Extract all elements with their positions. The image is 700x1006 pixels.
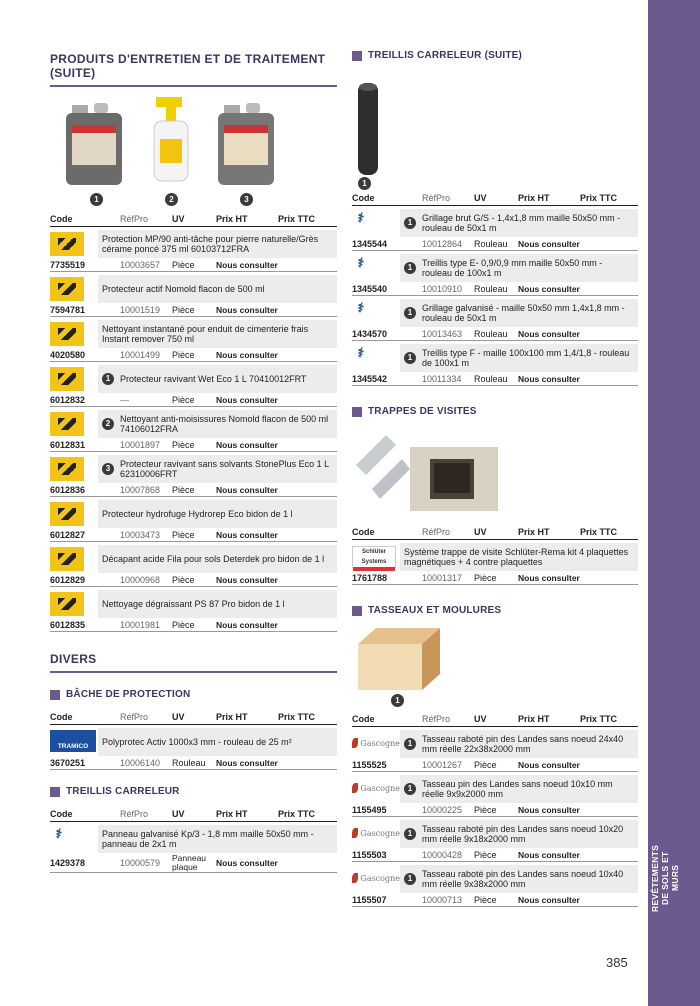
product-description: Treillis type E- 0,9/0,9 mm maille 50x50 mm - rouleau de 100x1 m bbox=[422, 257, 603, 278]
fila-logo bbox=[50, 230, 98, 258]
product-price: Nous consulter bbox=[518, 894, 580, 905]
product-price: Nous consulter bbox=[518, 804, 580, 815]
product-row bbox=[352, 543, 638, 571]
image-ref-badge: 1 bbox=[404, 307, 416, 319]
product-item bbox=[352, 730, 638, 772]
product-row bbox=[352, 865, 638, 893]
product-code: 6012831 bbox=[50, 439, 86, 450]
product-codes-row bbox=[352, 803, 638, 817]
fila-logo bbox=[50, 455, 98, 483]
product-item bbox=[352, 254, 638, 296]
product-code: 1155503 bbox=[352, 849, 387, 860]
product-unit: Rouleau bbox=[474, 238, 508, 249]
product-code: 1761788 bbox=[352, 572, 388, 583]
bullet-square-icon bbox=[352, 407, 362, 417]
subsection-title-bache: BÂCHE DE PROTECTION bbox=[50, 689, 337, 700]
product-ref: 10001981 bbox=[120, 619, 161, 630]
bullet-square-icon bbox=[50, 690, 60, 700]
product-code: 6012829 bbox=[50, 574, 86, 585]
product-row bbox=[352, 730, 638, 758]
product-price: Nous consulter bbox=[216, 394, 278, 405]
product-code: 7594781 bbox=[50, 304, 86, 315]
subsection-title-treillis: TREILLIS CARRELEUR bbox=[50, 786, 337, 797]
product-description-box bbox=[98, 728, 337, 756]
product-description-box bbox=[98, 230, 337, 258]
tramico-logo bbox=[50, 728, 98, 756]
image-ref-badge: 1 bbox=[404, 262, 416, 274]
product-ref: 10006140 bbox=[120, 757, 161, 768]
product-price: Nous consulter bbox=[216, 757, 278, 768]
product-unit: Pièce bbox=[474, 759, 497, 770]
product-ref: 10003473 bbox=[120, 529, 161, 540]
bache-product-list bbox=[50, 728, 337, 770]
product-ref: 10007868 bbox=[120, 484, 161, 495]
sidebar-label: REVÊTEMENTS DE SOLS ET MURS bbox=[650, 844, 680, 912]
table-header: Code RéfPro UV Prix HT Prix TTC bbox=[352, 712, 638, 727]
product-code: 1345540 bbox=[352, 283, 388, 294]
right-column bbox=[352, 50, 638, 907]
product-price: Nous consulter bbox=[216, 857, 278, 868]
product-codes-row bbox=[50, 853, 337, 873]
image-ref-badge: 1 bbox=[404, 217, 416, 229]
product-unit: Pièce bbox=[474, 849, 497, 860]
fila-logo-mark bbox=[50, 592, 84, 616]
product-ref: 10001519 bbox=[120, 304, 161, 315]
product-description-box bbox=[400, 865, 638, 893]
image-ref-badge: 2 bbox=[102, 418, 114, 430]
product-item bbox=[50, 410, 337, 452]
product-code: 4020580 bbox=[50, 349, 86, 360]
fila-logo-mark bbox=[50, 502, 84, 526]
product-item bbox=[50, 275, 337, 317]
product-price: Nous consulter bbox=[216, 259, 278, 270]
product-code: 6012835 bbox=[50, 619, 86, 630]
mesh-roll-image bbox=[357, 81, 379, 177]
gascogne-logo bbox=[352, 865, 400, 893]
table-header: Code RéfPro UV Prix HT Prix TTC bbox=[352, 525, 638, 540]
bottle-image-3 bbox=[216, 101, 276, 186]
product-description-box bbox=[98, 455, 337, 483]
bottle-image-1 bbox=[64, 101, 124, 186]
ks-logo bbox=[352, 209, 400, 237]
bullet-square-icon bbox=[352, 51, 362, 61]
product-code: 6012836 bbox=[50, 484, 86, 495]
ks-logo bbox=[352, 299, 400, 327]
product-codes-row bbox=[50, 393, 337, 407]
product-price: Nous consulter bbox=[518, 283, 580, 294]
image-number: 1 bbox=[358, 177, 371, 190]
product-unit: Pièce bbox=[474, 894, 497, 905]
fila-logo bbox=[50, 545, 98, 573]
trappe-plates-image bbox=[352, 425, 500, 521]
product-codes-row bbox=[352, 237, 638, 251]
ks-logo bbox=[50, 825, 98, 853]
product-ref: 10000225 bbox=[422, 804, 463, 815]
product-code: 7735519 bbox=[50, 259, 86, 270]
product-description-box bbox=[98, 275, 337, 303]
logo-text: Gascogne bbox=[360, 738, 400, 748]
treillis-product-list bbox=[50, 825, 337, 873]
section-title-divers: DIVERS bbox=[50, 652, 337, 673]
entretien-product-images bbox=[50, 93, 337, 208]
image-number: 2 bbox=[165, 193, 178, 206]
product-codes-row bbox=[50, 303, 337, 317]
product-codes-row bbox=[352, 848, 638, 862]
product-row bbox=[352, 344, 638, 372]
product-row bbox=[352, 254, 638, 282]
product-code: 1155525 bbox=[352, 759, 387, 770]
product-codes-row bbox=[50, 438, 337, 452]
product-item bbox=[50, 455, 337, 497]
fila-logo-mark bbox=[50, 322, 84, 346]
product-price: Nous consulter bbox=[518, 328, 580, 339]
fila-logo bbox=[50, 500, 98, 528]
tasseaux-product-list bbox=[352, 730, 638, 907]
product-unit: Rouleau bbox=[474, 373, 508, 384]
product-description: Tasseau pin des Landes sans noeud 10x10 mm réelle 9x9x2000 mm bbox=[422, 778, 613, 799]
product-item bbox=[352, 299, 638, 341]
product-price: Nous consulter bbox=[216, 484, 278, 495]
product-row bbox=[50, 590, 337, 618]
fila-logo bbox=[50, 410, 98, 438]
product-item bbox=[50, 365, 337, 407]
gascogne-logo bbox=[352, 820, 400, 848]
product-description: Système trappe de visite Schlüter-Rema kit 4 plaquettes magnétiques + 4 contre plaquettes bbox=[404, 546, 629, 567]
logo-bar bbox=[353, 567, 395, 571]
fila-logo-mark bbox=[50, 367, 84, 391]
product-unit: Rouleau bbox=[474, 328, 508, 339]
fila-logo-mark bbox=[50, 232, 84, 256]
product-description-box bbox=[400, 209, 638, 237]
product-description-box bbox=[98, 590, 337, 618]
product-ref: 10012864 bbox=[422, 238, 463, 249]
product-code: 1155507 bbox=[352, 894, 387, 905]
product-unit: Pièce bbox=[172, 574, 195, 585]
leaf-icon bbox=[352, 873, 358, 883]
logo-text: TRAMICO bbox=[50, 730, 96, 752]
product-description-box bbox=[400, 820, 638, 848]
product-description: Protecteur actif Nomold flacon de 500 ml bbox=[102, 283, 265, 294]
product-description-box bbox=[400, 730, 638, 758]
product-description-box bbox=[98, 545, 337, 573]
product-codes-row bbox=[50, 573, 337, 587]
product-unit: Pièce bbox=[474, 804, 497, 815]
product-price: Nous consulter bbox=[216, 439, 278, 450]
ks-logo-mark: ⚕ bbox=[54, 827, 62, 842]
product-codes-row bbox=[50, 618, 337, 632]
product-codes-row bbox=[352, 893, 638, 907]
fila-logo-mark bbox=[50, 277, 84, 301]
product-item bbox=[352, 344, 638, 386]
product-ref: 10013463 bbox=[422, 328, 463, 339]
product-row bbox=[50, 825, 337, 853]
product-codes-row bbox=[352, 372, 638, 386]
product-description: Nettoyage dégraissant PS 87 Pro bidon de 1 l bbox=[102, 598, 285, 609]
trappes-product-list bbox=[352, 543, 638, 585]
product-row bbox=[50, 230, 337, 258]
product-description: Protecteur hydrofuge Hydrorep Eco bidon de 1 l bbox=[102, 508, 293, 519]
product-description-box bbox=[400, 254, 638, 282]
fila-logo bbox=[50, 590, 98, 618]
product-row bbox=[50, 500, 337, 528]
product-unit: Pièce bbox=[172, 349, 195, 360]
product-codes-row bbox=[50, 528, 337, 542]
left-column bbox=[50, 52, 337, 873]
product-description: Panneau galvanisé Kp/3 - 1,8 mm maille 50x50 mm - panneau de 2x1 m bbox=[102, 828, 314, 849]
ks-logo-mark: ⚕ bbox=[356, 211, 364, 226]
leaf-icon bbox=[352, 828, 358, 838]
image-ref-badge: 1 bbox=[404, 873, 416, 885]
product-ref: 10001267 bbox=[422, 759, 463, 770]
product-unit: Pièce bbox=[172, 484, 195, 495]
entretien-product-list bbox=[50, 230, 337, 632]
treillis-roll-image bbox=[352, 61, 638, 191]
product-description-box bbox=[400, 775, 638, 803]
product-codes-row bbox=[50, 348, 337, 362]
product-ref: 10000713 bbox=[422, 894, 463, 905]
product-description: Polyprotec Activ 1000x3 mm - rouleau de 25 m² bbox=[102, 736, 292, 747]
product-item bbox=[352, 775, 638, 817]
product-ref: 10000428 bbox=[422, 849, 463, 860]
product-item bbox=[50, 728, 337, 770]
product-item bbox=[352, 543, 638, 585]
ks-logo bbox=[352, 344, 400, 372]
product-codes-row bbox=[352, 282, 638, 296]
product-code: 1429378 bbox=[50, 857, 86, 868]
logo-text: Schlüter Systems bbox=[361, 549, 387, 565]
product-row bbox=[352, 775, 638, 803]
product-description: Grillage brut G/S - 1,4x1,8 mm maille 50x50 mm - rouleau de 50x1 m bbox=[422, 212, 621, 233]
image-ref-badge: 1 bbox=[404, 738, 416, 750]
product-description-box bbox=[400, 543, 638, 571]
product-row bbox=[50, 365, 337, 393]
product-item bbox=[352, 209, 638, 251]
table-header: Code RéfPro UV Prix HT Prix TTC bbox=[50, 710, 337, 725]
product-price: Nous consulter bbox=[518, 759, 580, 770]
bullet-square-icon bbox=[352, 606, 362, 616]
product-description-box bbox=[98, 365, 337, 393]
product-row bbox=[352, 299, 638, 327]
product-unit: Pièce bbox=[172, 304, 195, 315]
product-description: Tasseau raboté pin des Landes sans noeud 10x20 mm réelle 9x18x2000 mm bbox=[422, 823, 624, 844]
product-description-box bbox=[98, 825, 337, 853]
ks-logo-mark: ⚕ bbox=[356, 256, 364, 271]
product-description: Décapant acide Fila pour sols Deterdek pro bidon de 1 l bbox=[102, 553, 325, 564]
product-row bbox=[352, 820, 638, 848]
image-ref-badge: 1 bbox=[404, 828, 416, 840]
fila-logo-mark bbox=[50, 412, 84, 436]
product-description-box bbox=[98, 410, 337, 438]
product-code: 3670251 bbox=[50, 757, 86, 768]
product-unit: Pièce bbox=[172, 529, 195, 540]
product-unit: Panneau plaque bbox=[172, 852, 207, 872]
product-description: Grillage galvanisé - maille 50x50 mm 1,4x1,8 mm - rouleau de 50x1 m bbox=[422, 302, 625, 323]
image-ref-badge: 1 bbox=[102, 373, 114, 385]
image-ref-badge: 3 bbox=[102, 463, 114, 475]
product-code: 1155495 bbox=[352, 804, 387, 815]
logo-text: Gascogne bbox=[360, 828, 400, 838]
product-item bbox=[50, 500, 337, 542]
ks-logo-mark: ⚕ bbox=[356, 301, 364, 316]
fila-logo bbox=[50, 320, 98, 348]
product-description-box bbox=[400, 299, 638, 327]
product-description: Treillis type F - maille 100x100 mm 1,4/1,8 - rouleau de 100x1 m bbox=[422, 347, 630, 368]
product-item bbox=[50, 545, 337, 587]
product-description: Protection MP/90 anti-tâche pour pierre naturelle/Grès cérame poncé 375 ml 60103712FRA bbox=[102, 233, 319, 254]
fila-logo-mark bbox=[50, 547, 84, 571]
product-row bbox=[50, 275, 337, 303]
product-price: Nous consulter bbox=[518, 238, 580, 249]
product-row bbox=[352, 209, 638, 237]
section-title-entretien: PRODUITS D'ENTRETIEN ET DE TRAITEMENT (SUITE) bbox=[50, 52, 337, 87]
fila-logo-mark bbox=[50, 457, 84, 481]
product-code: 1345544 bbox=[352, 238, 388, 249]
ks-logo-mark: ⚕ bbox=[356, 346, 364, 361]
product-price: Nous consulter bbox=[216, 304, 278, 315]
image-number: 3 bbox=[240, 193, 253, 206]
image-number: 1 bbox=[90, 193, 103, 206]
product-codes-row bbox=[50, 258, 337, 272]
product-ref: 10010910 bbox=[422, 283, 463, 294]
treillis-suite-product-list bbox=[352, 209, 638, 386]
product-ref: 10003657 bbox=[120, 259, 161, 270]
product-codes-row bbox=[50, 756, 337, 770]
product-code: 6012832 bbox=[50, 394, 86, 405]
product-ref: 10000579 bbox=[120, 857, 161, 868]
product-item bbox=[352, 865, 638, 907]
product-price: Nous consulter bbox=[216, 619, 278, 630]
image-ref-badge: 1 bbox=[404, 783, 416, 795]
subsection-title-trappes: TRAPPES DE VISITES bbox=[352, 406, 638, 417]
product-code: 6012827 bbox=[50, 529, 86, 540]
bullet-square-icon bbox=[50, 787, 60, 797]
product-item bbox=[352, 820, 638, 862]
product-description: Nettoyant instantané pour enduit de cimenterie frais Instant remover 750 ml bbox=[102, 323, 309, 344]
subsection-title-treillis-suite: TREILLIS CARRELEUR (SUITE) bbox=[352, 50, 638, 61]
product-unit: Pièce bbox=[172, 259, 195, 270]
logo-text: Gascogne bbox=[360, 873, 400, 883]
table-header: Code RéfPro UV Prix HT Prix TTC bbox=[50, 807, 337, 822]
product-description-box bbox=[98, 500, 337, 528]
product-price: Nous consulter bbox=[518, 373, 580, 384]
table-header: Code RéfPro UV Prix HT Prix TTC bbox=[352, 191, 638, 206]
product-description-box bbox=[400, 344, 638, 372]
page-number: 385 bbox=[606, 955, 628, 970]
product-description: Tasseau raboté pin des Landes sans noeud 10x40 mm réelle 9x38x2000 mm bbox=[422, 868, 624, 889]
product-row bbox=[50, 545, 337, 573]
gascogne-logo bbox=[352, 775, 400, 803]
product-item bbox=[50, 230, 337, 272]
leaf-icon bbox=[352, 738, 358, 748]
product-ref: 10001897 bbox=[120, 439, 161, 450]
logo-text: Gascogne bbox=[360, 783, 400, 793]
product-item bbox=[50, 320, 337, 362]
ks-logo bbox=[352, 254, 400, 282]
product-unit: Pièce bbox=[474, 572, 497, 583]
product-unit: Pièce bbox=[172, 439, 195, 450]
product-unit: Rouleau bbox=[474, 283, 508, 294]
product-ref: 10001499 bbox=[120, 349, 161, 360]
product-price: Nous consulter bbox=[518, 572, 580, 583]
product-unit: Pièce bbox=[172, 619, 195, 630]
product-description: Tasseau raboté pin des Landes sans noeud 24x40 mm réelle 22x38x2000 mm bbox=[422, 733, 624, 754]
image-number: 1 bbox=[391, 694, 404, 707]
product-ref: 10011334 bbox=[422, 373, 462, 384]
fila-logo bbox=[50, 365, 98, 393]
product-codes-row bbox=[352, 758, 638, 772]
product-code: 1434570 bbox=[352, 328, 388, 339]
product-row bbox=[50, 320, 337, 348]
leaf-icon bbox=[352, 783, 358, 793]
image-ref-badge: 1 bbox=[404, 352, 416, 364]
tasseau-image bbox=[352, 616, 638, 704]
product-item bbox=[50, 825, 337, 873]
table-header: Code RéfPro UV Prix HT Prix TTC bbox=[50, 212, 337, 227]
product-unit: Pièce bbox=[172, 394, 195, 405]
product-item bbox=[50, 590, 337, 632]
product-description-box bbox=[98, 320, 337, 348]
product-row bbox=[50, 455, 337, 483]
product-unit: Rouleau bbox=[172, 757, 206, 768]
product-description: Nettoyant anti-moisissures Nomold flacon de 500 ml 74106012FRA bbox=[120, 413, 329, 434]
wood-block-image bbox=[354, 622, 444, 692]
fila-logo bbox=[50, 275, 98, 303]
product-row bbox=[50, 410, 337, 438]
product-codes-row bbox=[50, 483, 337, 497]
product-row bbox=[50, 728, 337, 756]
product-codes-row bbox=[352, 327, 638, 341]
product-codes-row bbox=[352, 571, 638, 585]
trappe-image bbox=[352, 417, 638, 525]
product-code: 1345542 bbox=[352, 373, 388, 384]
schluter-logo bbox=[352, 543, 400, 571]
product-price: Nous consulter bbox=[216, 529, 278, 540]
product-ref: 10000968 bbox=[120, 574, 161, 585]
product-ref: — bbox=[120, 394, 129, 405]
gascogne-logo bbox=[352, 730, 400, 758]
product-price: Nous consulter bbox=[216, 349, 278, 360]
product-ref: 10001317 bbox=[422, 572, 463, 583]
product-price: Nous consulter bbox=[216, 574, 278, 585]
product-description: Protecteur ravivant Wet Eco 1 L 70410012FRT bbox=[120, 373, 307, 384]
subsection-title-tasseaux: TASSEAUX ET MOULURES bbox=[352, 605, 638, 616]
bottle-image-2 bbox=[150, 95, 194, 185]
product-price: Nous consulter bbox=[518, 849, 580, 860]
product-description: Protecteur ravivant sans solvants StonePlus Eco 1 L 62310006FRT bbox=[120, 458, 329, 479]
